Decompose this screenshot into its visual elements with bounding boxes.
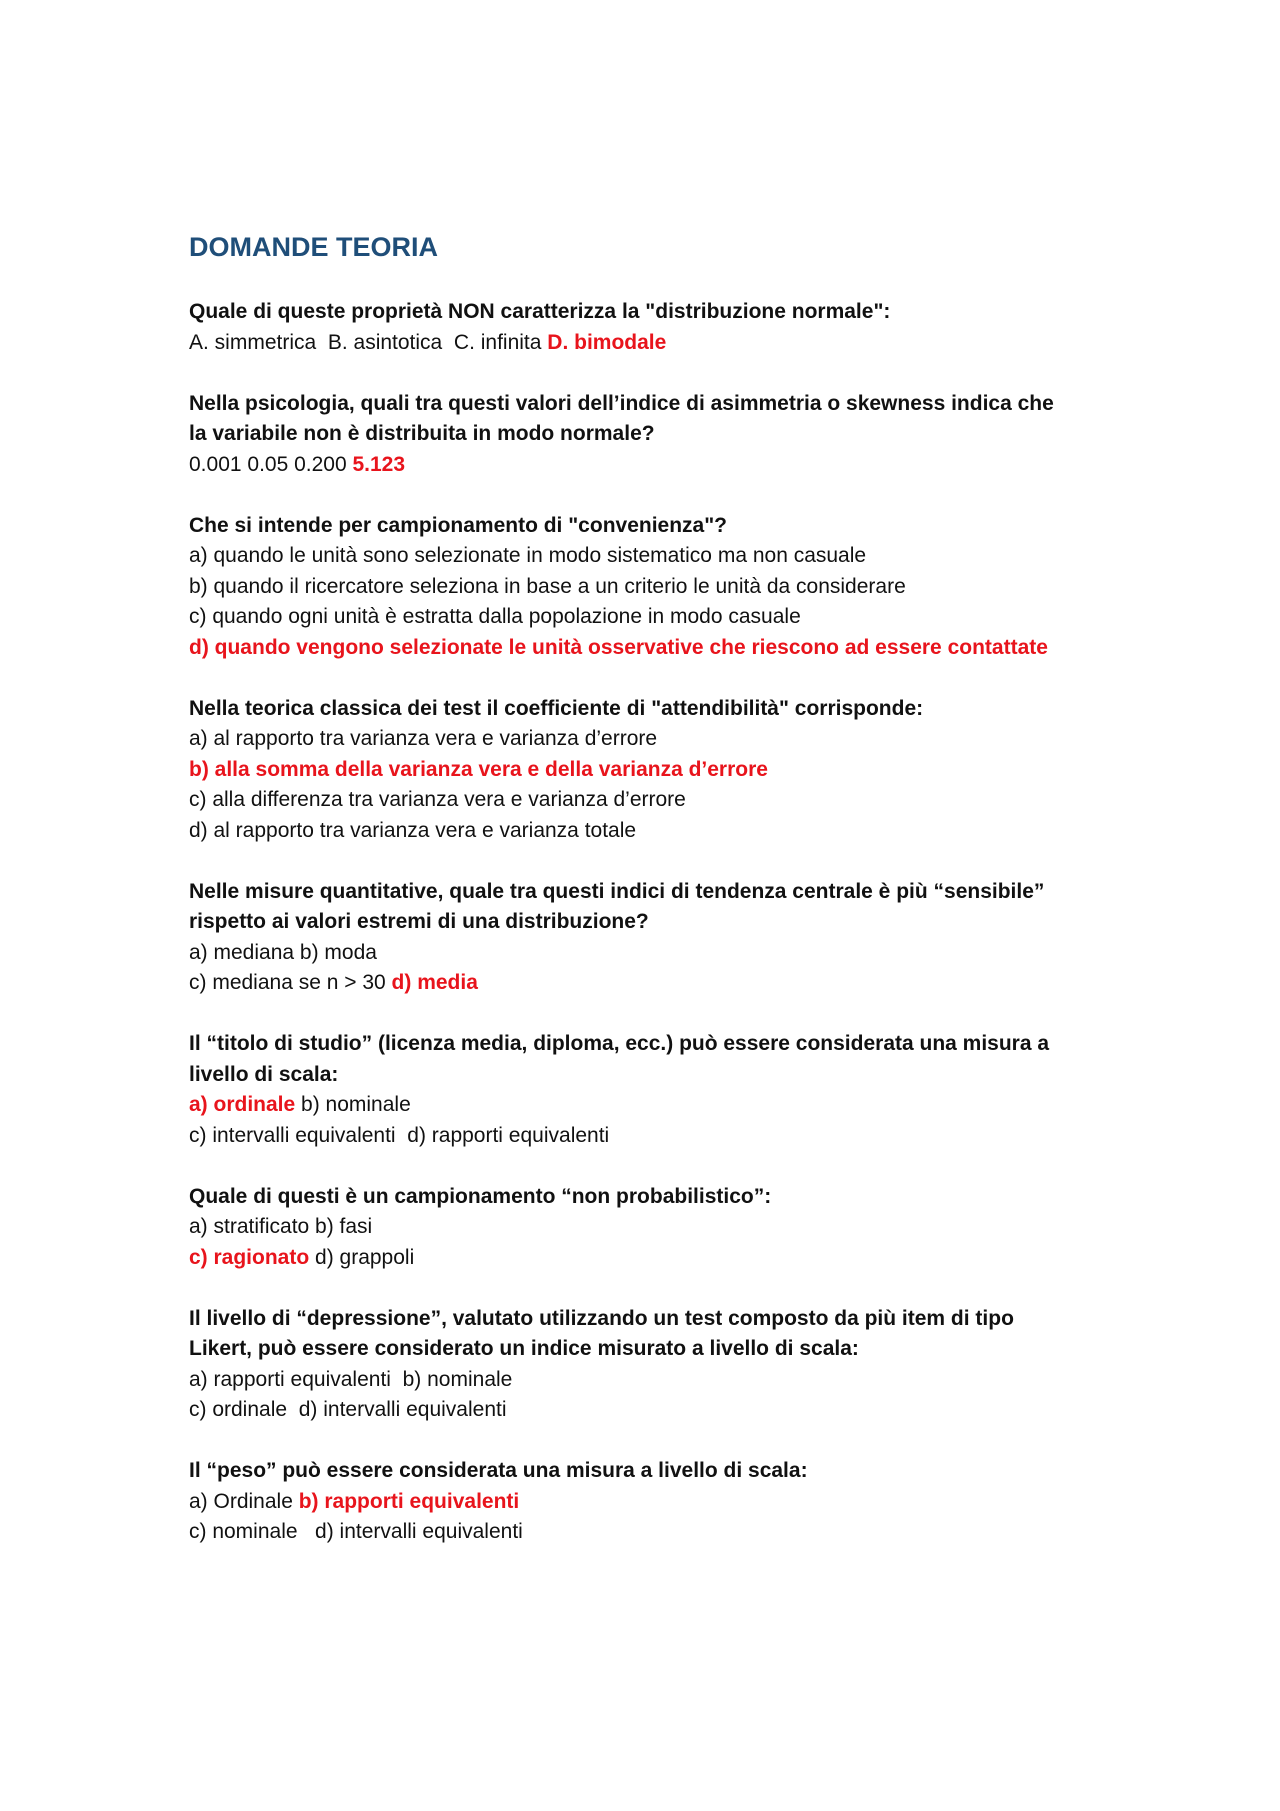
question-block xyxy=(189,1029,1109,1151)
correct-answer: b) rapporti equivalenti xyxy=(298,1489,520,1513)
answer-option: c) ordinale d) intervalli equivalenti xyxy=(189,1398,507,1421)
question-block xyxy=(189,694,1109,847)
answer-line xyxy=(189,785,1109,816)
question-text: Che si intende per campionamento di "convenienza"? xyxy=(189,513,728,537)
answer-option: d) al rapporto tra varianza vera e varianza totale xyxy=(189,818,637,842)
answer-option: a) rapporti equivalenti b) nominale xyxy=(189,1367,513,1391)
correct-answer: a) ordinale xyxy=(189,1093,296,1116)
page-title: DOMANDE TEORIA xyxy=(189,232,438,262)
answer-line xyxy=(189,1517,1109,1548)
answer-line xyxy=(189,1212,1109,1243)
answer-line xyxy=(189,1243,1109,1274)
answer-line xyxy=(189,541,1109,572)
answer-option: b) nominale xyxy=(295,1093,411,1116)
question-text: Il livello di “depressione”, valutato utilizzando un test composto da più item di tipo Likert, può essere considerato un indice misurato a livello di scala: xyxy=(189,1306,1014,1360)
question-text: Nella psicologia, quali tra questi valori dell’indice di asimmetria o skewness indica che la variabile non è distribuita in modo normale? xyxy=(189,391,1054,445)
answer-option: d) grappoli xyxy=(309,1245,415,1269)
answer-line xyxy=(189,1365,1109,1396)
answer-line xyxy=(189,328,1109,359)
answer-option: c) mediana se n > 30 xyxy=(189,971,392,994)
answer-line xyxy=(189,633,1089,664)
question-text: Nella teorica classica dei test il coefficiente di "attendibilità" corrisponde: xyxy=(189,696,924,720)
correct-answer: b) alla somma della varianza vera e della varianza d’errore xyxy=(189,757,768,781)
question-block xyxy=(189,511,1109,664)
question-block xyxy=(189,877,1109,999)
question-text: Nelle misure quantitative, quale tra questi indici di tendenza centrale è più “sensibile” rispetto ai valori estremi di una distribuzione? xyxy=(189,879,1045,933)
answer-option: 0.001 0.05 0.200 xyxy=(189,452,353,476)
answer-option: a) Ordinale xyxy=(189,1489,299,1513)
answer-option: A. simmetrica B. asintotica C. infinita xyxy=(189,330,548,354)
answer-option: c) quando ogni unità è estratta dalla popolazione in modo casuale xyxy=(189,605,801,628)
answer-line xyxy=(189,1121,1109,1152)
answer-line xyxy=(189,938,1109,969)
answer-line xyxy=(189,816,1109,847)
answer-option: a) al rapporto tra varianza vera e varianza d’errore xyxy=(189,727,658,750)
correct-answer: d) quando vengono selezionate le unità osservative che riescono ad essere contattate xyxy=(189,635,1048,659)
answer-option: a) mediana b) moda xyxy=(189,940,377,964)
answer-option: c) nominale d) intervalli equivalenti xyxy=(189,1520,523,1543)
answer-option: a) quando le unità sono selezionate in modo sistematico ma non casuale xyxy=(189,544,867,567)
question-block xyxy=(189,1304,1109,1426)
correct-answer: 5.123 xyxy=(352,452,406,476)
question-block xyxy=(189,1182,1109,1274)
question-block xyxy=(189,1456,1109,1548)
answer-option: c) intervalli equivalenti d) rapporti equivalenti xyxy=(189,1123,610,1147)
answer-line xyxy=(189,724,1109,755)
correct-answer: D. bimodale xyxy=(547,330,667,354)
answer-line xyxy=(189,755,1109,786)
answer-option: b) quando il ricercatore seleziona in base a un criterio le unità da considerare xyxy=(189,574,906,598)
correct-answer: c) ragionato xyxy=(189,1245,310,1269)
answer-line xyxy=(189,450,1109,481)
answer-option: a) stratificato b) fasi xyxy=(189,1215,373,1238)
question-text: Il “titolo di studio” (licenza media, diploma, ecc.) può essere considerata una misura a livello di scala: xyxy=(189,1032,1050,1086)
correct-answer: d) media xyxy=(391,971,478,994)
question-list xyxy=(189,297,1109,1548)
question-text: Quale di questi è un campionamento “non probabilistico”: xyxy=(189,1184,772,1208)
answer-line xyxy=(189,602,1109,633)
answer-line xyxy=(189,1395,1109,1426)
answer-line xyxy=(189,572,1109,603)
question-block xyxy=(189,389,1109,481)
answer-line xyxy=(189,1487,1109,1518)
answer-line xyxy=(189,1090,1109,1121)
answer-option: c) alla differenza tra varianza vera e varianza d’errore xyxy=(189,788,686,811)
question-text: Il “peso” può essere considerata una misura a livello di scala: xyxy=(189,1459,808,1482)
question-block xyxy=(189,297,1109,358)
question-text: Quale di queste proprietà NON caratterizza la "distribuzione normale": xyxy=(189,300,891,323)
answer-line xyxy=(189,968,1109,999)
document-page xyxy=(189,230,1109,1578)
